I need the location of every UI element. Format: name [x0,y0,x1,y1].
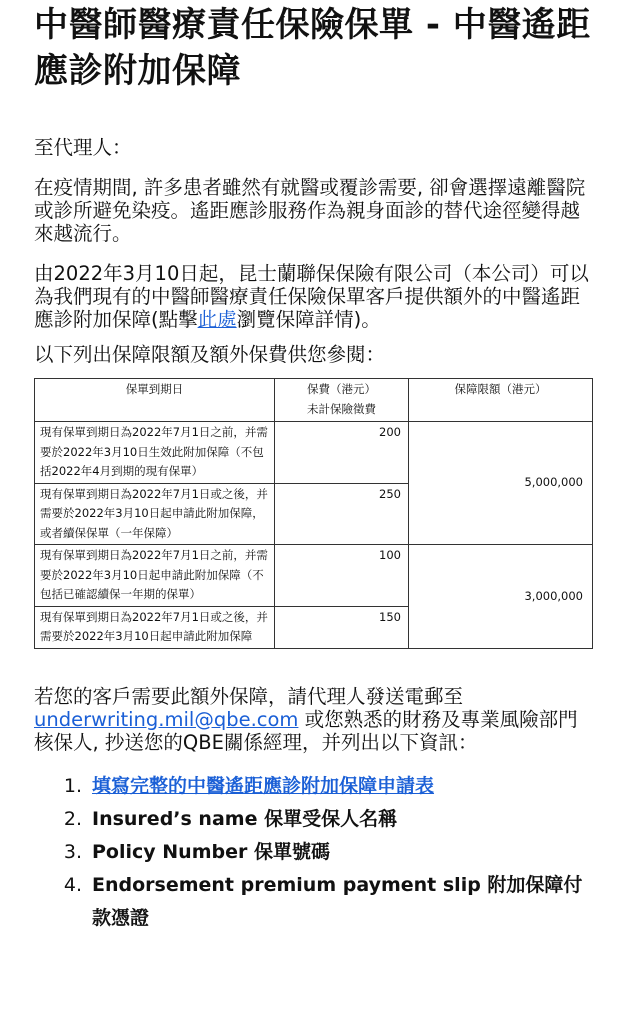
list-number: 1. [63,774,82,797]
row-premium: 250 [275,483,409,545]
effective-date-paragraph [34,262,594,331]
contact-text-end: 或您熟悉的財務及專業風險部門核保人, 抄送您的QBE關係經理，并列出以下資訊： [34,707,578,754]
table-intro: 以下列出保障限額及額外保費供您參閱： [34,343,386,366]
intro-paragraph: 在疫情期間, 許多患者雖然有就醫或覆診需要, 卻會選擇遠離醫院或診所避免染疫。遙距應診服務作為親身面診的替代途徑變得越來越流行。 [34,176,586,245]
list-item [34,869,594,935]
list-item [34,803,594,836]
greeting: 至代理人： [34,136,132,159]
list-item [34,836,594,869]
row-condition: 現有保單到期日為2022年7月1日之前，并需要於2022年3月10日起申請此附加保障（不包括已確認續保一年期的保單） [35,545,275,607]
header-premium [275,379,409,422]
row-condition: 現有保單到期日為2022年7月1日之前，并需要於2022年3月10日生效此附加保障（不包括2022年4月到期的現有保單） [35,422,275,484]
row-premium: 150 [275,606,409,648]
header-limit: 保障限額（港元） [409,379,593,422]
list-item-text: Insured’s name 保單受保人名稱 [92,807,398,830]
header-premium-note: 未計保險徵費 [307,401,376,416]
list-item-text: Policy Number 保單號碼 [92,840,330,863]
row-condition: 現有保單到期日為2022年7月1日或之後，并需要於2022年3月10日起申請此附加保障 [35,606,275,648]
header-premium-label: 保費（港元） [307,382,376,396]
list-number: 2. [63,807,82,830]
contact-paragraph [34,685,594,754]
table-header-row [35,379,593,422]
contact-text: 若您的客戶需要此額外保障，請代理人發送電郵至 [34,684,464,708]
row-condition: 現有保單到期日為2022年7月1日或之後，并需要於2022年3月10日起申請此附加保障，或者續保保單（一年保障） [35,483,275,545]
email-link[interactable]: underwriting.mil@qbe.com [34,707,299,731]
coverage-details-link[interactable]: 此處 [197,308,237,331]
effective-date-text-end: 瀏覽保障詳情)。 [236,308,381,331]
table-row [35,422,593,484]
list-item-text: Endorsement premium payment slip 附加保障付款憑證 [92,873,583,929]
list-item [34,770,594,803]
coverage-table [34,378,593,649]
application-form-link[interactable]: 填寫完整的中醫遙距應診附加保障申請表 [92,774,435,797]
list-number: 3. [63,840,82,863]
list-number: 4. [63,873,82,896]
required-info-list [34,770,594,935]
row-premium: 100 [275,545,409,607]
row-premium: 200 [275,422,409,484]
table-row [35,545,593,607]
page-title: 中醫師醫療責任保險保單 - 中醫遙距應診附加保障 [34,5,591,91]
header-expiry: 保單到期日 [35,379,275,422]
coverage-limit: 5,000,000 [409,422,593,545]
coverage-limit: 3,000,000 [409,545,593,649]
effective-date-text: 由2022年3月10日起，昆士蘭聯保保險有限公司（本公司）可以為我們現有的中醫師醫療責任保險保單客戶提供額外的中醫遙距應診附加保障(點擊 [34,262,589,331]
